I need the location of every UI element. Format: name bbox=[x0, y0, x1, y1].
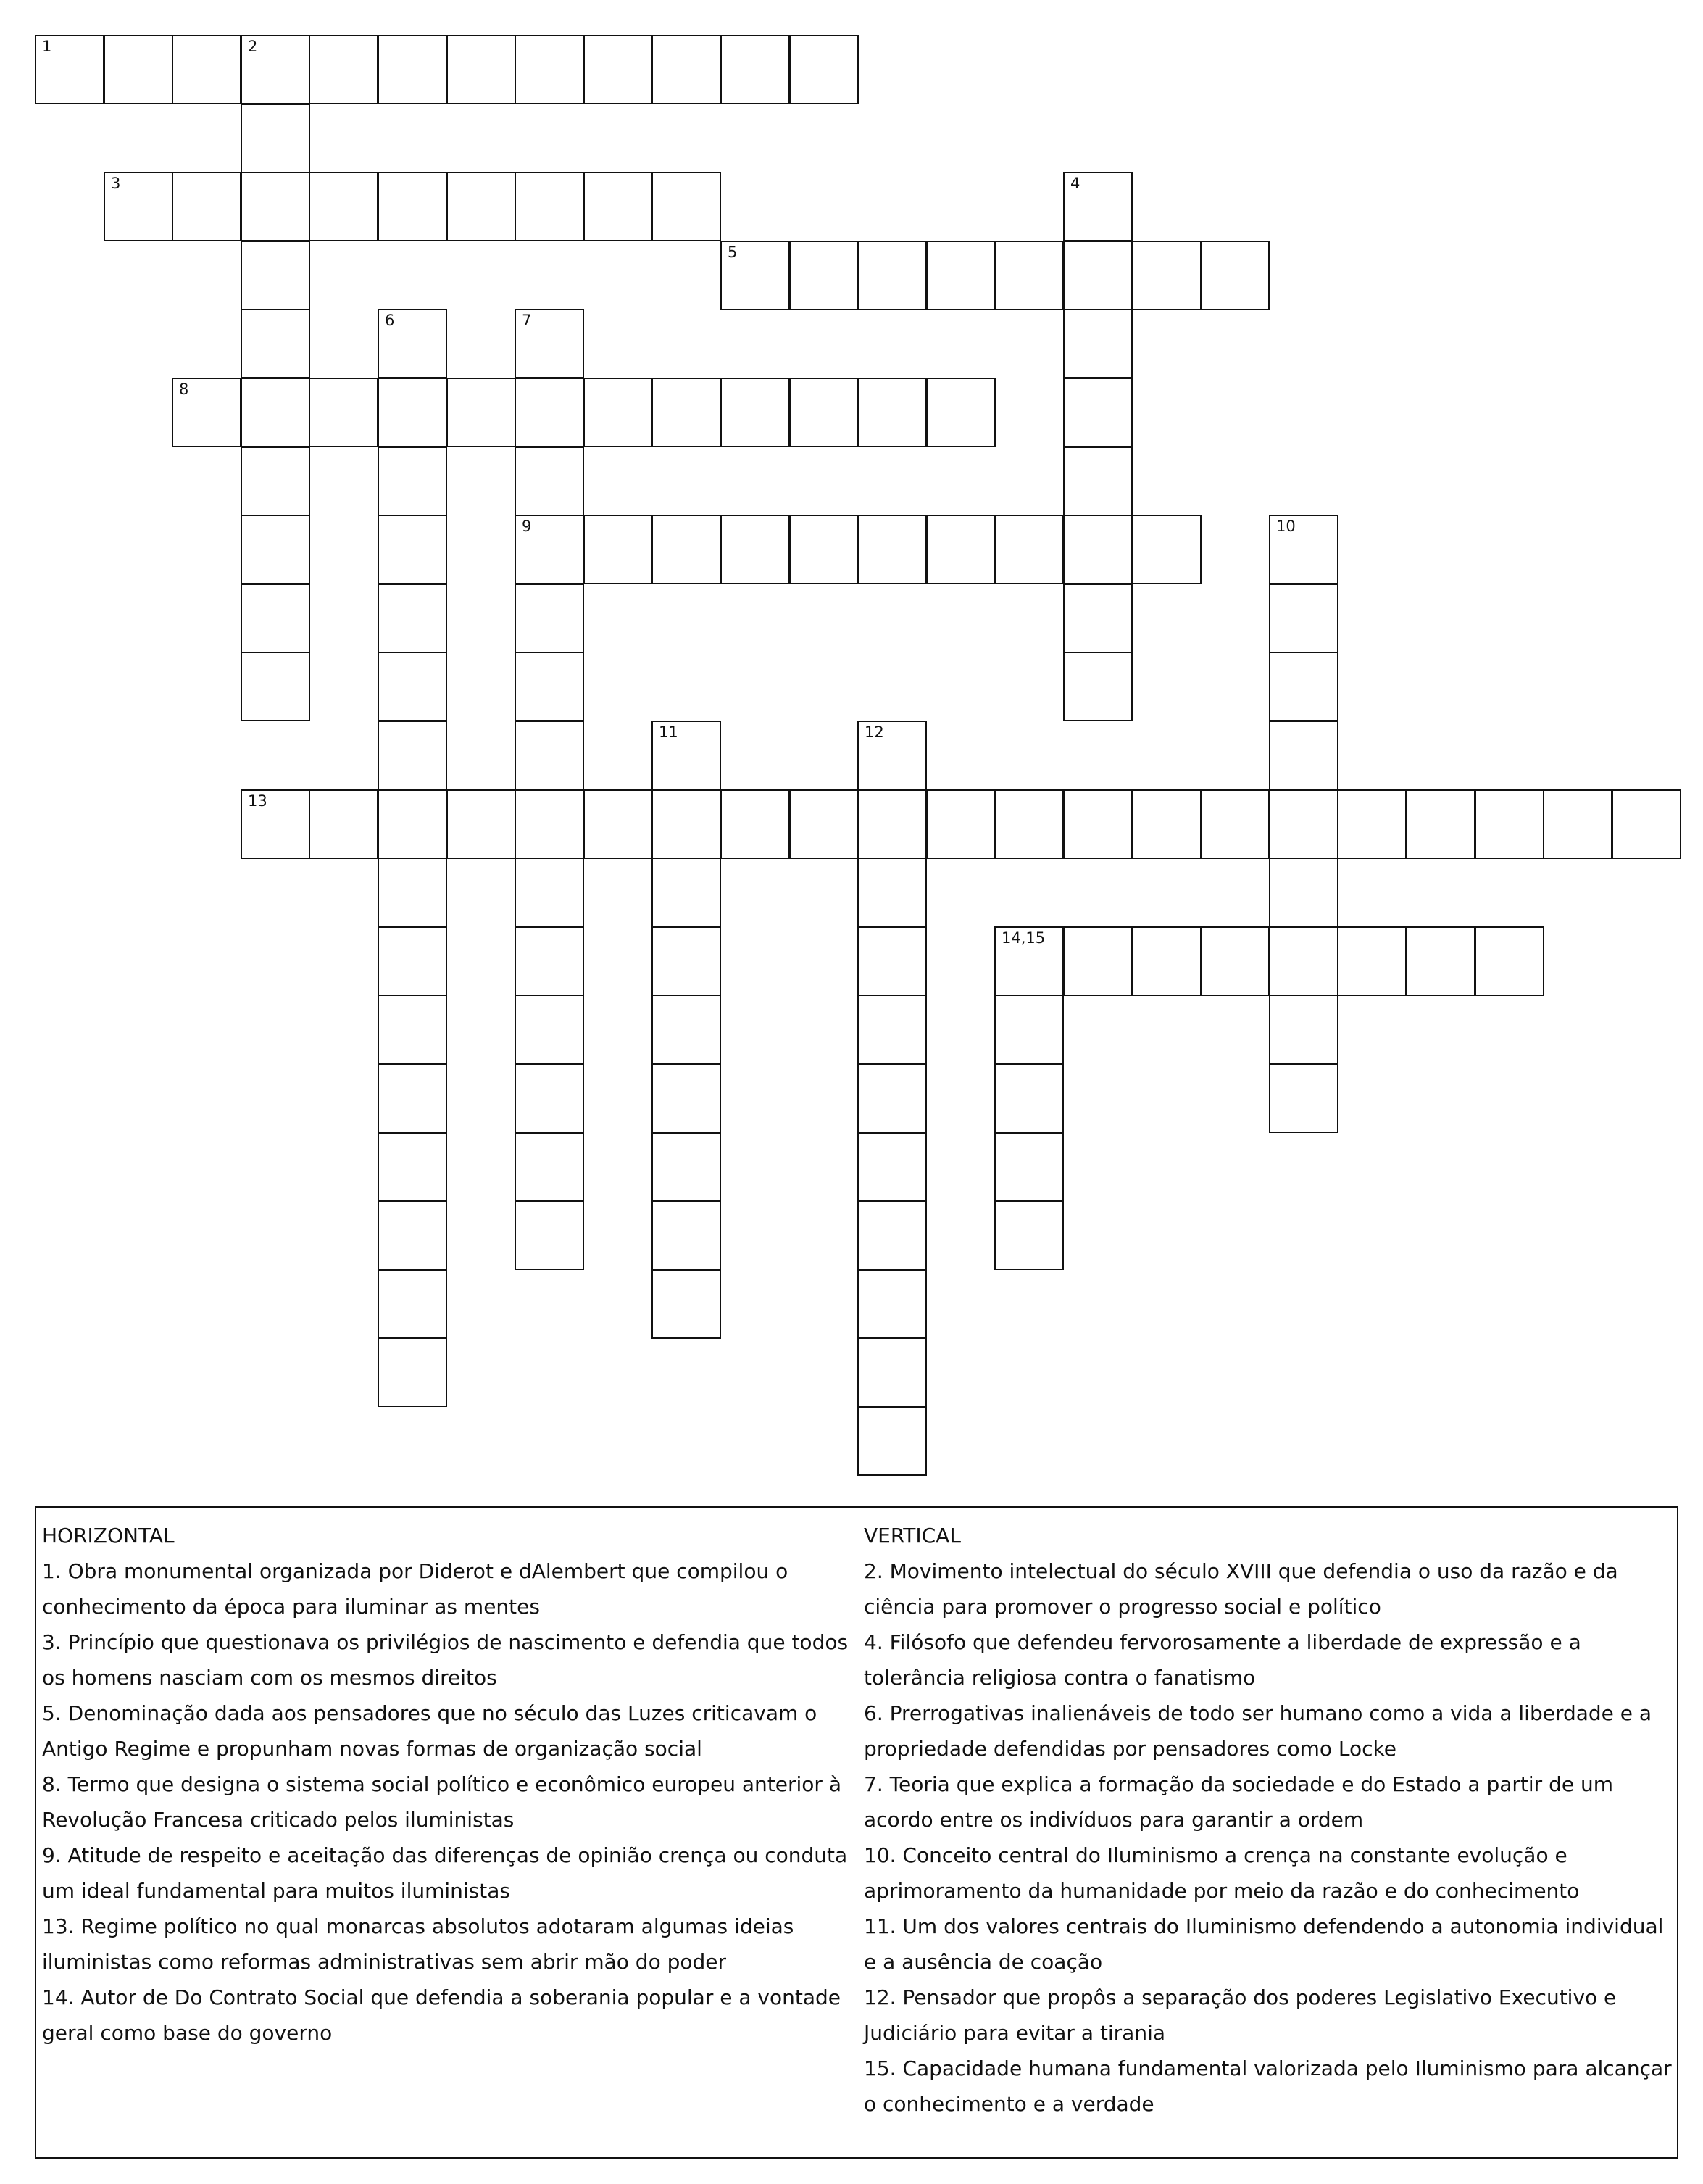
crossword-cell[interactable] bbox=[583, 515, 653, 584]
crossword-cell[interactable] bbox=[1200, 241, 1270, 310]
crossword-cell[interactable] bbox=[241, 378, 310, 447]
crossword-cell[interactable] bbox=[994, 1063, 1064, 1133]
clue-number: 11 bbox=[659, 723, 678, 741]
crossword-cell[interactable] bbox=[446, 172, 516, 241]
crossword-cell[interactable] bbox=[378, 172, 447, 241]
crossword-cell[interactable] bbox=[1269, 515, 1338, 584]
crossword-cell[interactable] bbox=[857, 1200, 927, 1270]
crossword-cell[interactable] bbox=[515, 789, 584, 859]
clues-box bbox=[35, 1506, 1678, 2159]
clue-number: 2 bbox=[248, 38, 258, 55]
crossword-cell[interactable] bbox=[926, 789, 996, 859]
crossword-cell[interactable] bbox=[789, 35, 859, 104]
crossword-cell[interactable] bbox=[515, 35, 584, 104]
crossword-cell[interactable] bbox=[1269, 858, 1338, 927]
crossword-cell[interactable] bbox=[241, 447, 310, 516]
across-clue-9: 9. Atitude de respeito e aceitação das diferenças de opinião crença ou conduta um ideal fundamental para muitos iluministas bbox=[42, 1843, 848, 1903]
crossword-cell[interactable] bbox=[1063, 172, 1133, 241]
crossword-cell[interactable] bbox=[1063, 584, 1133, 653]
crossword-cell[interactable] bbox=[789, 789, 859, 859]
crossword-cell[interactable] bbox=[104, 172, 173, 241]
down-clue-4: 4. Filósofo que defendeu fervorosamente a liberdade de expressão e a tolerância religiosa contra o fanatismo bbox=[864, 1630, 1581, 1690]
crossword-cell[interactable] bbox=[857, 858, 927, 927]
crossword-cell[interactable] bbox=[1269, 1063, 1338, 1133]
crossword-cell[interactable] bbox=[172, 35, 241, 104]
crossword-cell[interactable] bbox=[994, 515, 1064, 584]
crossword-cell[interactable] bbox=[1475, 926, 1544, 996]
crossword-cell[interactable] bbox=[515, 995, 584, 1064]
across-heading: HORIZONTAL bbox=[42, 1524, 175, 1548]
crossword-cell[interactable] bbox=[720, 378, 790, 447]
crossword-cell[interactable] bbox=[857, 1132, 927, 1202]
across-clue-13: 13. Regime político no qual monarcas absolutos adotaram algumas ideias iluministas como reformas administrativas sem abrir mão do poder bbox=[42, 1914, 794, 1974]
across-clues bbox=[42, 1518, 854, 2051]
crossword-cell[interactable] bbox=[378, 1337, 447, 1407]
crossword-cell[interactable] bbox=[1269, 652, 1338, 721]
crossword-cell[interactable] bbox=[378, 652, 447, 721]
crossword-cell[interactable] bbox=[515, 1132, 584, 1202]
crossword-cell[interactable] bbox=[515, 515, 584, 584]
crossword-cell[interactable] bbox=[378, 35, 447, 104]
crossword-cell[interactable] bbox=[104, 35, 173, 104]
crossword-cell[interactable] bbox=[651, 858, 721, 927]
down-heading: VERTICAL bbox=[864, 1524, 961, 1548]
crossword-cell[interactable] bbox=[446, 378, 516, 447]
crossword-cell[interactable] bbox=[515, 858, 584, 927]
crossword-cell[interactable] bbox=[378, 584, 447, 653]
crossword-cell[interactable] bbox=[651, 995, 721, 1064]
crossword-cell[interactable] bbox=[515, 447, 584, 516]
crossword-cell[interactable] bbox=[309, 378, 378, 447]
clue-number: 5 bbox=[728, 244, 738, 261]
across-clue-14: 14. Autor de Do Contrato Social que defendia a soberania popular e a vontade geral como base do governo bbox=[42, 1985, 841, 2045]
crossword-cell[interactable] bbox=[789, 515, 859, 584]
clue-number: 10 bbox=[1276, 518, 1296, 535]
crossword-cell[interactable] bbox=[1337, 926, 1407, 996]
crossword-cell[interactable] bbox=[720, 35, 790, 104]
crossword-cell[interactable] bbox=[1063, 241, 1133, 310]
crossword-cell[interactable] bbox=[241, 584, 310, 653]
crossword-cell[interactable] bbox=[1269, 789, 1338, 859]
crossword-cell[interactable] bbox=[378, 1063, 447, 1133]
crossword-cell[interactable] bbox=[378, 1269, 447, 1339]
crossword-cell[interactable] bbox=[1063, 652, 1133, 721]
crossword-cell[interactable] bbox=[172, 378, 241, 447]
crossword-cell[interactable] bbox=[651, 172, 721, 241]
crossword-cell[interactable] bbox=[857, 789, 927, 859]
crossword-cell[interactable] bbox=[651, 1269, 721, 1339]
crossword-cell[interactable] bbox=[1200, 926, 1270, 996]
down-clue-10: 10. Conceito central do Iluminismo a crença na constante evolução e aprimoramento da humanidade por meio da razão e do conhecimento bbox=[864, 1843, 1580, 1903]
crossword-cell[interactable] bbox=[241, 515, 310, 584]
crossword-cell[interactable] bbox=[857, 515, 927, 584]
crossword-cell[interactable] bbox=[857, 1337, 927, 1407]
crossword-cell[interactable] bbox=[378, 789, 447, 859]
crossword-cell[interactable] bbox=[446, 35, 516, 104]
crossword-cell[interactable] bbox=[378, 926, 447, 996]
crossword-cell[interactable] bbox=[241, 789, 310, 859]
down-clue-12: 12. Pensador que propôs a separação dos poderes Legislativo Executivo e Judiciário para evitar a tirania bbox=[864, 1985, 1617, 2045]
crossword-cell[interactable] bbox=[378, 309, 447, 378]
crossword-cell[interactable] bbox=[515, 652, 584, 721]
crossword-cell[interactable] bbox=[1132, 789, 1202, 859]
crossword-cell[interactable] bbox=[857, 1063, 927, 1133]
clue-number: 6 bbox=[385, 312, 395, 329]
crossword-cell[interactable] bbox=[720, 789, 790, 859]
crossword-cell[interactable] bbox=[583, 172, 653, 241]
crossword-cell[interactable] bbox=[446, 789, 516, 859]
crossword-cell[interactable] bbox=[241, 309, 310, 378]
crossword-cell[interactable] bbox=[515, 721, 584, 790]
crossword-cell[interactable] bbox=[378, 447, 447, 516]
crossword-cell[interactable] bbox=[515, 309, 584, 378]
crossword-cell[interactable] bbox=[309, 172, 378, 241]
crossword-cell[interactable] bbox=[1063, 378, 1133, 447]
crossword-cell[interactable] bbox=[1132, 515, 1202, 584]
crossword-cell[interactable] bbox=[651, 515, 721, 584]
crossword-cell[interactable] bbox=[651, 35, 721, 104]
crossword-cell[interactable] bbox=[378, 721, 447, 790]
crossword-cell[interactable] bbox=[1063, 515, 1133, 584]
crossword-cell[interactable] bbox=[857, 241, 927, 310]
crossword-cell[interactable] bbox=[515, 1200, 584, 1270]
clue-number: 9 bbox=[522, 518, 532, 535]
clue-number: 14,15 bbox=[1002, 929, 1046, 947]
crossword-cell[interactable] bbox=[241, 172, 310, 241]
crossword-cell[interactable] bbox=[515, 1063, 584, 1133]
crossword-cell[interactable] bbox=[857, 1406, 927, 1476]
crossword-cell[interactable] bbox=[857, 926, 927, 996]
crossword-cell[interactable] bbox=[1063, 447, 1133, 516]
crossword-cell[interactable] bbox=[857, 378, 927, 447]
crossword-cell[interactable] bbox=[1200, 789, 1270, 859]
down-clue-7: 7. Teoria que explica a formação da sociedade e do Estado a partir de um acordo entre os indivíduos para garantir a ordem bbox=[864, 1772, 1614, 1832]
crossword-cell[interactable] bbox=[720, 515, 790, 584]
down-clue-15: 15. Capacidade humana fundamental valorizada pelo Iluminismo para alcançar o conhecimento e a verdade bbox=[864, 2056, 1672, 2116]
crossword-cell[interactable] bbox=[1269, 995, 1338, 1064]
across-clue-8: 8. Termo que designa o sistema social político e econômico europeu anterior à Revolução Francesa criticado pelos iluministas bbox=[42, 1772, 841, 1832]
crossword-cell[interactable] bbox=[515, 926, 584, 996]
crossword-cell[interactable] bbox=[651, 1132, 721, 1202]
crossword-cell[interactable] bbox=[994, 1200, 1064, 1270]
crossword-cell[interactable] bbox=[241, 35, 310, 104]
crossword-cell[interactable] bbox=[378, 515, 447, 584]
crossword-cell[interactable] bbox=[857, 721, 927, 790]
crossword-cell[interactable] bbox=[1269, 584, 1338, 653]
crossword-cell[interactable] bbox=[1269, 926, 1338, 996]
crossword-cell[interactable] bbox=[378, 858, 447, 927]
crossword-cell[interactable] bbox=[994, 926, 1064, 996]
crossword-cell[interactable] bbox=[1612, 789, 1681, 859]
down-clues bbox=[864, 1518, 1675, 2122]
across-clue-5: 5. Denominação dada aos pensadores que no século das Luzes criticavam o Antigo Regime e propunham novas formas de organização social bbox=[42, 1701, 817, 1761]
crossword-cell[interactable] bbox=[241, 241, 310, 310]
crossword-cell[interactable] bbox=[926, 378, 996, 447]
crossword-cell[interactable] bbox=[651, 721, 721, 790]
crossword-cell[interactable] bbox=[1337, 789, 1407, 859]
clue-number: 13 bbox=[248, 792, 267, 810]
crossword-cell[interactable] bbox=[515, 584, 584, 653]
crossword-cell[interactable] bbox=[1132, 926, 1202, 996]
crossword-cell[interactable] bbox=[994, 789, 1064, 859]
crossword-cell[interactable] bbox=[994, 995, 1064, 1064]
across-clue-3: 3. Princípio que questionava os privilégios de nascimento e defendia que todos os homens nasciam com os mesmos direitos bbox=[42, 1630, 849, 1690]
crossword-cell[interactable] bbox=[378, 1132, 447, 1202]
crossword-cell[interactable] bbox=[583, 378, 653, 447]
crossword-cell[interactable] bbox=[651, 1063, 721, 1133]
down-clue-2: 2. Movimento intelectual do século XVIII que defendia o uso da razão e da ciência para promover o progresso social e político bbox=[864, 1559, 1618, 1619]
crossword-cell[interactable] bbox=[1406, 926, 1475, 996]
crossword-cell[interactable] bbox=[309, 35, 378, 104]
crossword-cell[interactable] bbox=[1063, 789, 1133, 859]
crossword-cell[interactable] bbox=[789, 378, 859, 447]
crossword-cell[interactable] bbox=[172, 172, 241, 241]
crossword-cell[interactable] bbox=[857, 1269, 927, 1339]
crossword-cell[interactable] bbox=[789, 241, 859, 310]
crossword-cell[interactable] bbox=[651, 1200, 721, 1270]
crossword-cell[interactable] bbox=[1475, 789, 1544, 859]
crossword-cell[interactable] bbox=[583, 35, 653, 104]
clue-number: 3 bbox=[111, 175, 121, 192]
crossword-cell[interactable] bbox=[378, 378, 447, 447]
crossword-cell[interactable] bbox=[720, 241, 790, 310]
crossword-cell[interactable] bbox=[378, 1200, 447, 1270]
crossword-cell[interactable] bbox=[1543, 789, 1612, 859]
crossword-cell[interactable] bbox=[1063, 926, 1133, 996]
crossword-cell[interactable] bbox=[515, 172, 584, 241]
clue-number: 8 bbox=[179, 381, 189, 398]
crossword-cell[interactable] bbox=[651, 378, 721, 447]
clue-number: 12 bbox=[865, 723, 884, 741]
crossword-cell[interactable] bbox=[515, 378, 584, 447]
crossword-cell[interactable] bbox=[1132, 241, 1202, 310]
down-clue-11: 11. Um dos valores centrais do Iluminismo defendendo a autonomia individual e a ausência de coação bbox=[864, 1914, 1664, 1974]
crossword-cell[interactable] bbox=[857, 995, 927, 1064]
crossword-cell[interactable] bbox=[583, 789, 653, 859]
crossword-cell[interactable] bbox=[926, 515, 996, 584]
crossword-cell[interactable] bbox=[241, 104, 310, 173]
across-clue-1: 1. Obra monumental organizada por Diderot e dAlembert que compilou o conhecimento da época para iluminar as mentes bbox=[42, 1559, 788, 1619]
crossword-cell[interactable] bbox=[35, 35, 104, 104]
crossword-cell[interactable] bbox=[651, 926, 721, 996]
crossword-cell[interactable] bbox=[1406, 789, 1475, 859]
crossword-cell[interactable] bbox=[378, 995, 447, 1064]
crossword-cell[interactable] bbox=[994, 241, 1064, 310]
crossword-cell[interactable] bbox=[309, 789, 378, 859]
crossword-cell[interactable] bbox=[994, 1132, 1064, 1202]
clue-number: 4 bbox=[1070, 175, 1080, 192]
clue-number: 7 bbox=[522, 312, 532, 329]
down-clue-6: 6. Prerrogativas inalienáveis de todo ser humano como a vida a liberdade e a propriedade defendidas por pensadores como Locke bbox=[864, 1701, 1652, 1761]
crossword-cell[interactable] bbox=[651, 789, 721, 859]
crossword-cell[interactable] bbox=[241, 652, 310, 721]
crossword-cell[interactable] bbox=[1063, 309, 1133, 378]
crossword-cell[interactable] bbox=[1269, 721, 1338, 790]
clue-number: 1 bbox=[42, 38, 52, 55]
crossword-cell[interactable] bbox=[926, 241, 996, 310]
